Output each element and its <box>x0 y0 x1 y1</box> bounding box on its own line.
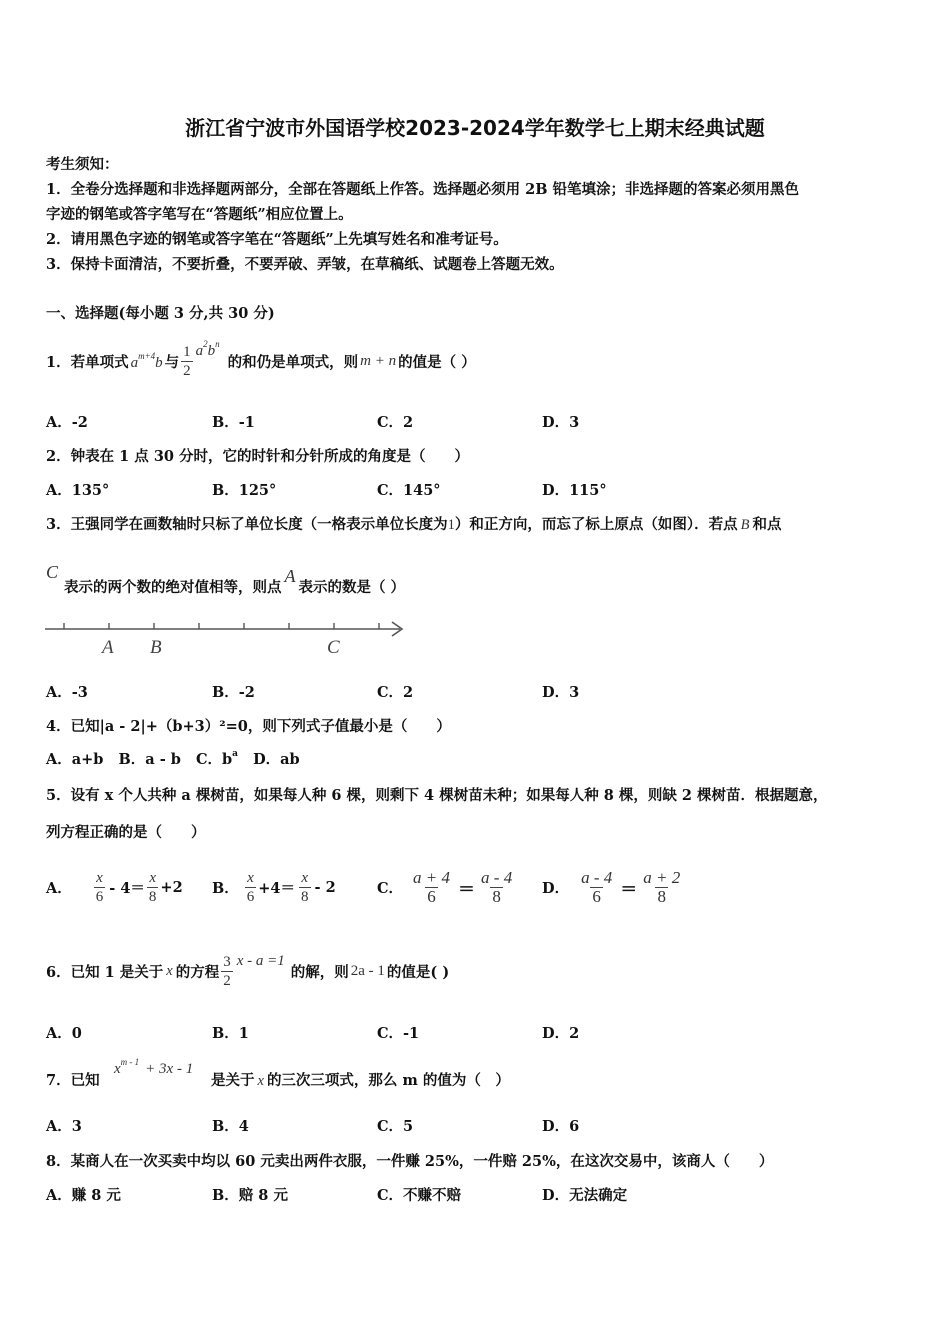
q3-unit: 1 <box>447 517 455 533</box>
q2-option-b: B．125° <box>212 482 277 499</box>
notice-line-2: 2．请用黑色字迹的钢笔或答字笔在“答题纸”上先填写姓名和准考证号。 <box>46 231 508 248</box>
q1-fraction: $\frac{1}{2}$ <box>183 343 191 379</box>
q1-prefix: 1．若单项式 <box>46 353 129 371</box>
q1-option-a: A．-2 <box>46 414 88 431</box>
q6-option-a: A．0 <box>46 1025 82 1042</box>
q7-option-b: B．4 <box>212 1118 249 1135</box>
q7-option-d: D．6 <box>542 1118 580 1135</box>
q6-fraction: $\frac{3}{2}$ <box>223 953 231 989</box>
q4-option-d: D．ab <box>253 751 300 768</box>
q1-option-c: C．2 <box>377 414 414 431</box>
q1-term: $a^2b^n$ <box>195 338 220 359</box>
question-4: 4．已知|a - 2|+（b+3）²=0，则下列式子值最小是（ ） <box>46 718 451 735</box>
page-title: 浙江省宁波市外国语学校2023-2024学年数学七上期末经典试题 <box>185 116 765 140</box>
q4-option-a: A．a+b <box>46 751 104 768</box>
question-1 <box>46 328 476 394</box>
number-line-figure <box>40 612 410 662</box>
q7-option-c: C．5 <box>377 1118 414 1135</box>
q8-option-b: B．赔 8 元 <box>212 1187 288 1204</box>
question-6: 6．已知 1 是关于 x 的方程 $\frac{3}{2}$ x - a =1 的解，则 2a - 1 的值是( ) <box>46 952 450 989</box>
question-8: 8．某商人在一次买卖中均以 60 元卖出两件衣服，一件赚 25%，一件赔 25%，在这次交易中，该商人（ ） <box>46 1153 774 1170</box>
q6-option-c: C．-1 <box>377 1025 420 1042</box>
q1-monomial: $a^{m+4}b$ <box>130 350 163 371</box>
q4-option-b: B．a - b <box>118 751 181 768</box>
q1-middle: 的和仍是单项式，则 <box>227 353 359 371</box>
q2-option-c: C．145° <box>377 482 441 499</box>
q3-option-c: C．2 <box>377 684 414 701</box>
axis-label-a: A <box>102 637 114 658</box>
q7-option-a: A．3 <box>46 1118 82 1135</box>
question-5-line-1: 5．设有 x 个人共种 a 棵树苗，如果每人种 6 棵，则剩下 4 棵树苗未种；如果每人种 8 棵，则缺 2 棵树苗．根据题意， <box>46 787 828 804</box>
notice-line-1b: 字迹的钢笔或答字笔写在“答题纸”相应位置上。 <box>46 206 353 223</box>
q5-option-d: D． $\frac{a - 4}{6}$ ＝ $\frac{a + 2}{8}$ <box>542 867 681 906</box>
notice-line-1a: 1．全卷分选择题和非选择题两部分，全部在答题纸上作答。选择题必须用 2B 铅笔填涂；非选择题的答案必须用黑色 <box>46 181 800 198</box>
q6-expression: 2a - 1 <box>350 962 385 979</box>
q7-prefix: 7．已知 <box>46 1072 100 1089</box>
q3-option-b: B．-2 <box>212 684 255 701</box>
section-heading: 一、选择题(每小题 3 分,共 30 分) <box>46 305 275 322</box>
question-5-line-2: 列方程正确的是（ ） <box>46 824 206 841</box>
q7-variable: x <box>257 1073 264 1089</box>
q1-expression: m + n <box>360 352 397 369</box>
q3-point-b: B <box>740 517 750 533</box>
q2-option-a: A．135° <box>46 482 110 499</box>
q7-suffix: 是关于 x 的三次三项式，那么 m 的值为（ ） <box>211 1072 510 1089</box>
q6-option-d: D．2 <box>542 1025 580 1042</box>
q8-option-c: C．不赚不赔 <box>377 1187 462 1204</box>
q6-variable: x <box>166 962 173 979</box>
question-3-line-2: 表示的两个数的绝对值相等，则点A表示的数是（ ） <box>64 566 406 596</box>
q8-option-a: A．赚 8 元 <box>46 1187 121 1204</box>
q4-options <box>46 748 300 769</box>
q6-equation: x - a =1 <box>236 952 285 969</box>
q3-option-d: D．3 <box>542 684 580 701</box>
axis-label-b: B <box>150 637 162 658</box>
q1-option-d: D．3 <box>542 414 580 431</box>
q3-point-c: C <box>46 562 59 582</box>
q5-option-a: A． $\frac{x}{6}$ - 4＝ $\frac{x}{8}$ +2 <box>46 869 183 905</box>
notice-line-3: 3．保持卡面清洁，不要折叠，不要弄破、弄皱，在草稿纸、试题卷上答题无效。 <box>46 256 564 273</box>
notice-heading: 考生须知： <box>46 156 119 173</box>
q3-option-a: A．-3 <box>46 684 88 701</box>
q1-and: 与 <box>164 353 180 371</box>
question-3-line-1: 3．王强同学在画数轴时只标了单位长度（一格表示单位长度为1）和正方向，而忘了标上原点（如图）．若点 B 和点 <box>46 516 782 533</box>
q8-option-d: D．无法确定 <box>542 1187 628 1204</box>
q1-option-b: B．-1 <box>212 414 255 431</box>
question-2: 2．钟表在 1 点 30 分时，它的时针和分针所成的角度是（ ） <box>46 448 470 465</box>
q6-option-b: B．1 <box>212 1025 249 1042</box>
q5-option-c: C． $\frac{a + 4}{6}$ ＝ $\frac{a - 4}{8}$ <box>377 867 513 906</box>
q3-point-a: A <box>284 566 296 586</box>
q2-option-d: D．115° <box>542 482 607 499</box>
q7-polynomial: $x^{m - 1} + 3x - 1$ <box>114 1057 194 1077</box>
axis-label-c: C <box>327 637 340 658</box>
q4-option-c: C．$b^a$ <box>195 749 238 768</box>
q1-ending: 的值是（ ） <box>398 353 476 371</box>
q5-option-b: B． $\frac{x}{6}$ +4＝ $\frac{x}{8}$ - 2 <box>212 869 336 905</box>
